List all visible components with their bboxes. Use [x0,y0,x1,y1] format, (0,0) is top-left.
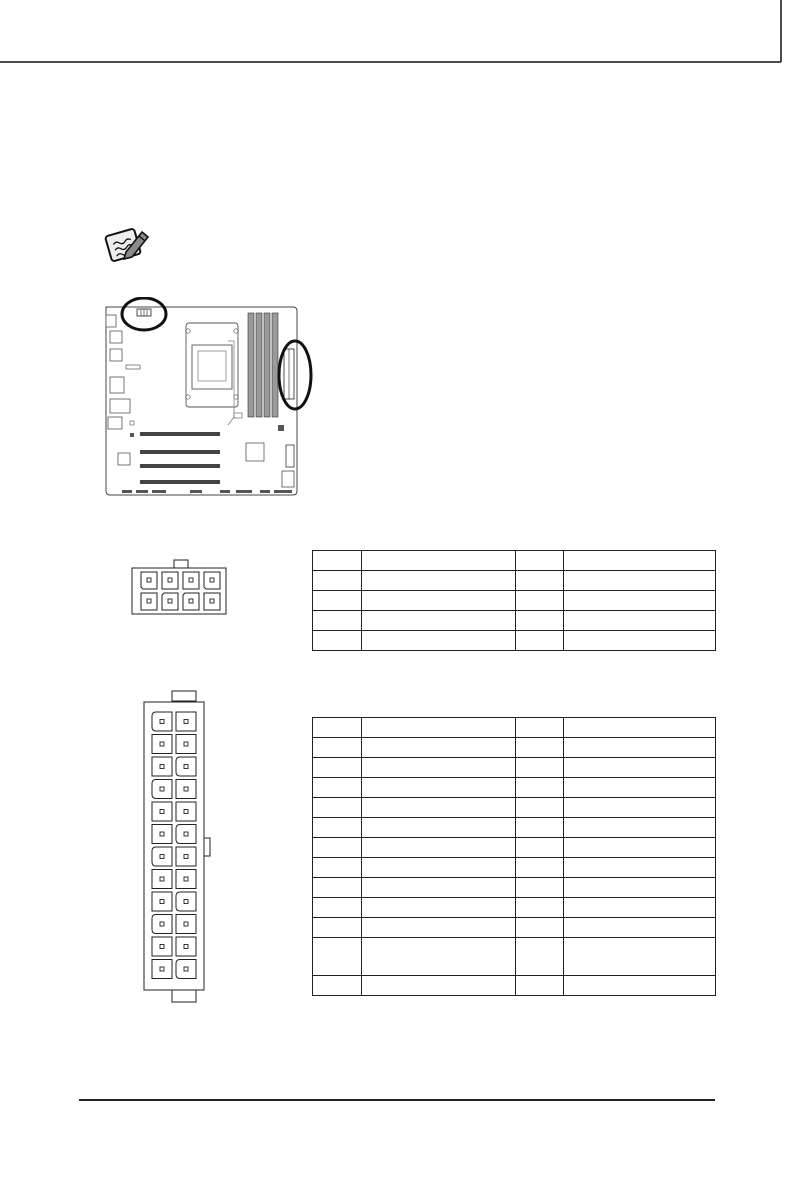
table-cell [564,611,716,631]
table-cell [564,758,716,778]
table-row [313,778,716,798]
table-cell [313,918,362,938]
pin-contact [160,900,164,904]
table-cell [516,798,564,818]
pin-contact [160,742,164,746]
table-cell [564,976,716,996]
pin-contact [184,720,188,724]
table-cell [516,878,564,898]
table-cell [313,898,362,918]
table-cell [362,551,516,571]
table-header-row [313,551,716,571]
table-cell [362,858,516,878]
pin-contact [184,832,188,836]
pin-contact [160,720,164,724]
table-cell [516,631,564,651]
table-row [313,818,716,838]
table-cell [564,818,716,838]
pin-contact [160,787,164,791]
table-cell [516,918,564,938]
table-cell [362,918,516,938]
table-cell [362,591,516,611]
pin-contact [184,765,188,769]
pin-contact [160,832,164,836]
table-cell [516,718,564,738]
table-cell [313,718,362,738]
pin-contact [160,945,164,949]
pin-contact [184,810,188,814]
pin-contact [184,742,188,746]
table-cell [313,631,362,651]
table-row [313,878,716,898]
table-cell [313,738,362,758]
pin-contact [184,855,188,859]
table-cell [362,758,516,778]
table-row [313,918,716,938]
connector-latch [172,691,196,701]
table-header-row [313,718,716,738]
table-cell [362,798,516,818]
table-cell [362,631,516,651]
table-cell [564,718,716,738]
table-cell [313,778,362,798]
table-cell [564,571,716,591]
table-cell [516,738,564,758]
table-cell [564,738,716,758]
table-row [313,798,716,818]
table-cell [516,898,564,918]
table-cell [362,718,516,738]
table-cell [564,798,716,818]
table-cell [362,878,516,898]
table-cell [564,858,716,878]
table-cell [516,858,564,878]
table-cell [362,611,516,631]
table-cell [313,938,362,976]
table-cell [362,976,516,996]
footer-rule [79,1099,715,1101]
pin-contact [184,900,188,904]
table-cell [313,838,362,858]
table-cell [516,976,564,996]
table-cell [313,611,362,631]
table-cell [516,818,564,838]
pin-contact [160,855,164,859]
table-cell [564,631,716,651]
pin-contact [184,922,188,926]
pin-contact [160,877,164,881]
table-cell [516,778,564,798]
table-cell [516,938,564,976]
table-cell [564,591,716,611]
table-cell [564,898,716,918]
table-cell [516,551,564,571]
table-cell [313,976,362,996]
table-row [313,976,716,996]
pin-contact [184,967,188,971]
connector-8pin-diagram [130,558,230,618]
table-cell [564,778,716,798]
table-cell [362,898,516,918]
table-row [313,591,716,611]
crop-mark [0,0,794,70]
motherboard-layout-diagram [100,297,325,507]
table-cell [564,938,716,976]
table-cell [313,758,362,778]
table-cell [564,878,716,898]
table-cell [362,778,516,798]
pin-contact [160,765,164,769]
connector-key [204,838,210,856]
table-row [313,838,716,858]
table-row [313,858,716,878]
pin-contact [184,877,188,881]
table-cell [362,938,516,976]
table-cell [313,798,362,818]
table-cell [564,918,716,938]
table-row [313,738,716,758]
table-cell [313,818,362,838]
table-cell [564,551,716,571]
connector-24pin-diagram [140,690,215,1006]
table-cell [313,571,362,591]
table-cell [516,611,564,631]
table-cell [516,591,564,611]
table-row [313,758,716,778]
table-row [313,898,716,918]
table-cell [516,758,564,778]
table-cell [516,571,564,591]
table-cell [362,738,516,758]
pin-contact [184,787,188,791]
note-pencil-icon [104,222,150,266]
table-cell [313,551,362,571]
table-cell [362,838,516,858]
table-cell [313,878,362,898]
table-cell [564,838,716,858]
table-row [313,611,716,631]
table-cell [313,858,362,878]
table-row [313,631,716,651]
pin-contact [160,810,164,814]
connector-latch [172,990,196,1002]
pin-contact [160,922,164,926]
pin-contact [184,945,188,949]
connector-24pin-pin-table [312,717,716,996]
table-cell [313,591,362,611]
table-row [313,571,716,591]
pin-contact [160,967,164,971]
table-cell [362,571,516,591]
connector-8pin-pin-table [312,550,716,651]
table-cell [516,838,564,858]
table-cell [362,818,516,838]
table-row [313,938,716,976]
